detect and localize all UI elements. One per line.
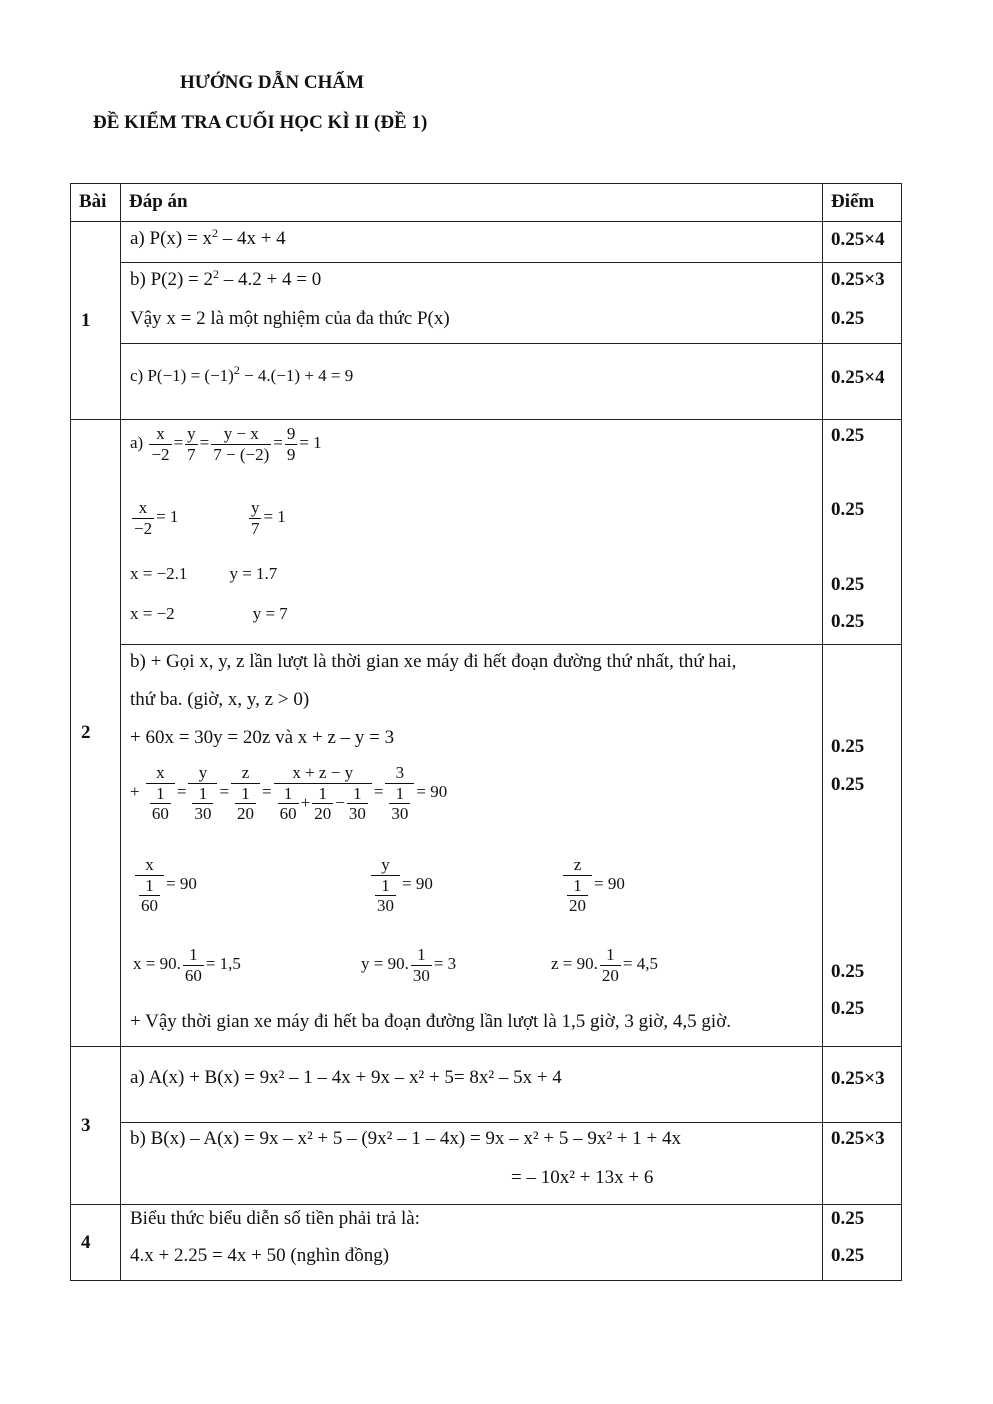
point-cell: 0.25×4	[823, 344, 902, 420]
point-cell: 0.25×3	[823, 1123, 902, 1205]
table-row	[71, 1047, 902, 1123]
equation-line: x = −2 y = 7	[130, 604, 288, 623]
table-row	[71, 263, 902, 344]
point-cell: 0.25 0.25 0.25 0.25	[823, 420, 902, 645]
question-number: 4	[71, 1205, 121, 1281]
equation-line: + $\frac{x}{\frac{1}{60}}$ = $\frac{y}{\frac{1}{30}}$ = $\frac{z}{\frac{1}{20}}$ = x + z − y $\frac{1}{60}$ + $\frac{1}{20}$ − $\frac{1}{30}$ = $\frac{3}{\frac{1}{30}}$ = 90	[130, 763, 448, 824]
equation-line: z = 90. $\frac{1}{20}$ = 4,5	[551, 945, 658, 985]
point-cell: 0.25 0.25 0.25 0.25	[823, 645, 902, 1047]
equation-line: a) $\frac{x}{-2}$ = $\frac{y}{7}$ = $\frac{y - x}{7 - (-2)}$ = $\frac{9}{9}$ = 1	[130, 424, 322, 464]
header-diem: Điểm	[823, 184, 902, 222]
answer-line: b) B(x) – A(x) = 9x – x² + 5 – (9x² – 1 – 4x) = 9x – x² + 5 – 9x² + 1 + 4x	[130, 1128, 681, 1149]
answer-line: a) A(x) + B(x) = 9x² – 1 – 4x + 9x – x² + 5= 8x² – 5x + 4	[130, 1067, 562, 1088]
answer-line: b) + Gọi x, y, z lần lượt là thời gian xe máy đi hết đoạn đường thứ nhất, thứ hai,	[130, 651, 737, 672]
equation-line: x = −2.1 y = 1.7	[130, 564, 278, 583]
answer-line: a) $P(x) = x^2 - 4x + 4$	[130, 226, 286, 249]
answer-line: + 60x = 30y = 20z và x + z – y = 3	[130, 727, 395, 748]
equation-line: x = 90. $\frac{1}{60}$ = 1,5	[133, 945, 241, 985]
table-header-row	[71, 184, 902, 222]
answer-line: Vậy x = 2 là một nghiệm của đa thức P(x)	[130, 308, 450, 329]
answer-cell	[121, 420, 823, 645]
equation-line: $\frac{y}{\frac{1}{30}}$ = 90	[369, 855, 433, 916]
answer-cell	[121, 645, 823, 1047]
answer-cell	[121, 1205, 823, 1281]
page-title: HƯỚNG DẪN CHẤM	[180, 72, 364, 93]
question-number: 3	[71, 1047, 121, 1205]
question-number: 2	[71, 420, 121, 1047]
equation-line: $\frac{x}{-2}$ = 1 $\frac{y}{7}$ = 1	[134, 498, 286, 538]
answer-line: 4.x + 2.25 = 4x + 50 (nghìn đồng)	[130, 1245, 390, 1266]
header-bai: Bài	[71, 184, 121, 222]
grading-table	[70, 183, 902, 1281]
table-row	[71, 1123, 902, 1205]
answer-line: thứ ba. (giờ, x, y, z > 0)	[130, 689, 310, 710]
answer-line: b) $P(2) = 2^2 - 4.2 + 4 = 0$	[130, 267, 322, 290]
answer-cell	[121, 344, 823, 420]
header-dap-an: Đáp án	[121, 184, 823, 222]
equation-line: $\frac{z}{\frac{1}{20}}$ = 90	[561, 855, 625, 916]
point-cell: 0.25×4	[823, 222, 902, 263]
point-cell: 0.25×3	[823, 1047, 902, 1123]
answer-line: + Vậy thời gian xe máy đi hết ba đoạn đường lần lượt là 1,5 giờ, 3 giờ, 4,5 giờ.	[130, 1011, 731, 1032]
answer-line: = – 10x² + 13x + 6	[511, 1167, 654, 1188]
equation-line: $\frac{x}{\frac{1}{60}}$ = 90	[133, 855, 197, 916]
answer-line: c) $P(-1) = (-1)^2 - 4.(-1) + 4 = 9$	[130, 363, 354, 385]
question-number: 1	[71, 222, 121, 420]
table-row	[71, 344, 902, 420]
answer-cell	[121, 222, 823, 263]
table-row	[71, 645, 902, 1047]
answer-cell	[121, 1123, 823, 1205]
answer-line: Biểu thức biểu diễn số tiền phải trả là:	[130, 1208, 420, 1229]
equation-line: y = 90. $\frac{1}{30}$ = 3	[361, 945, 457, 985]
table-row	[71, 1205, 902, 1281]
answer-cell	[121, 1047, 823, 1123]
point-cell: 0.25×3 0.25	[823, 263, 902, 344]
table-row	[71, 420, 902, 645]
point-cell: 0.25 0.25	[823, 1205, 902, 1281]
table-row	[71, 222, 902, 263]
answer-cell	[121, 263, 823, 344]
page-subtitle: ĐỀ KIỂM TRA CUỐI HỌC KÌ II (ĐỀ 1)	[93, 112, 428, 133]
